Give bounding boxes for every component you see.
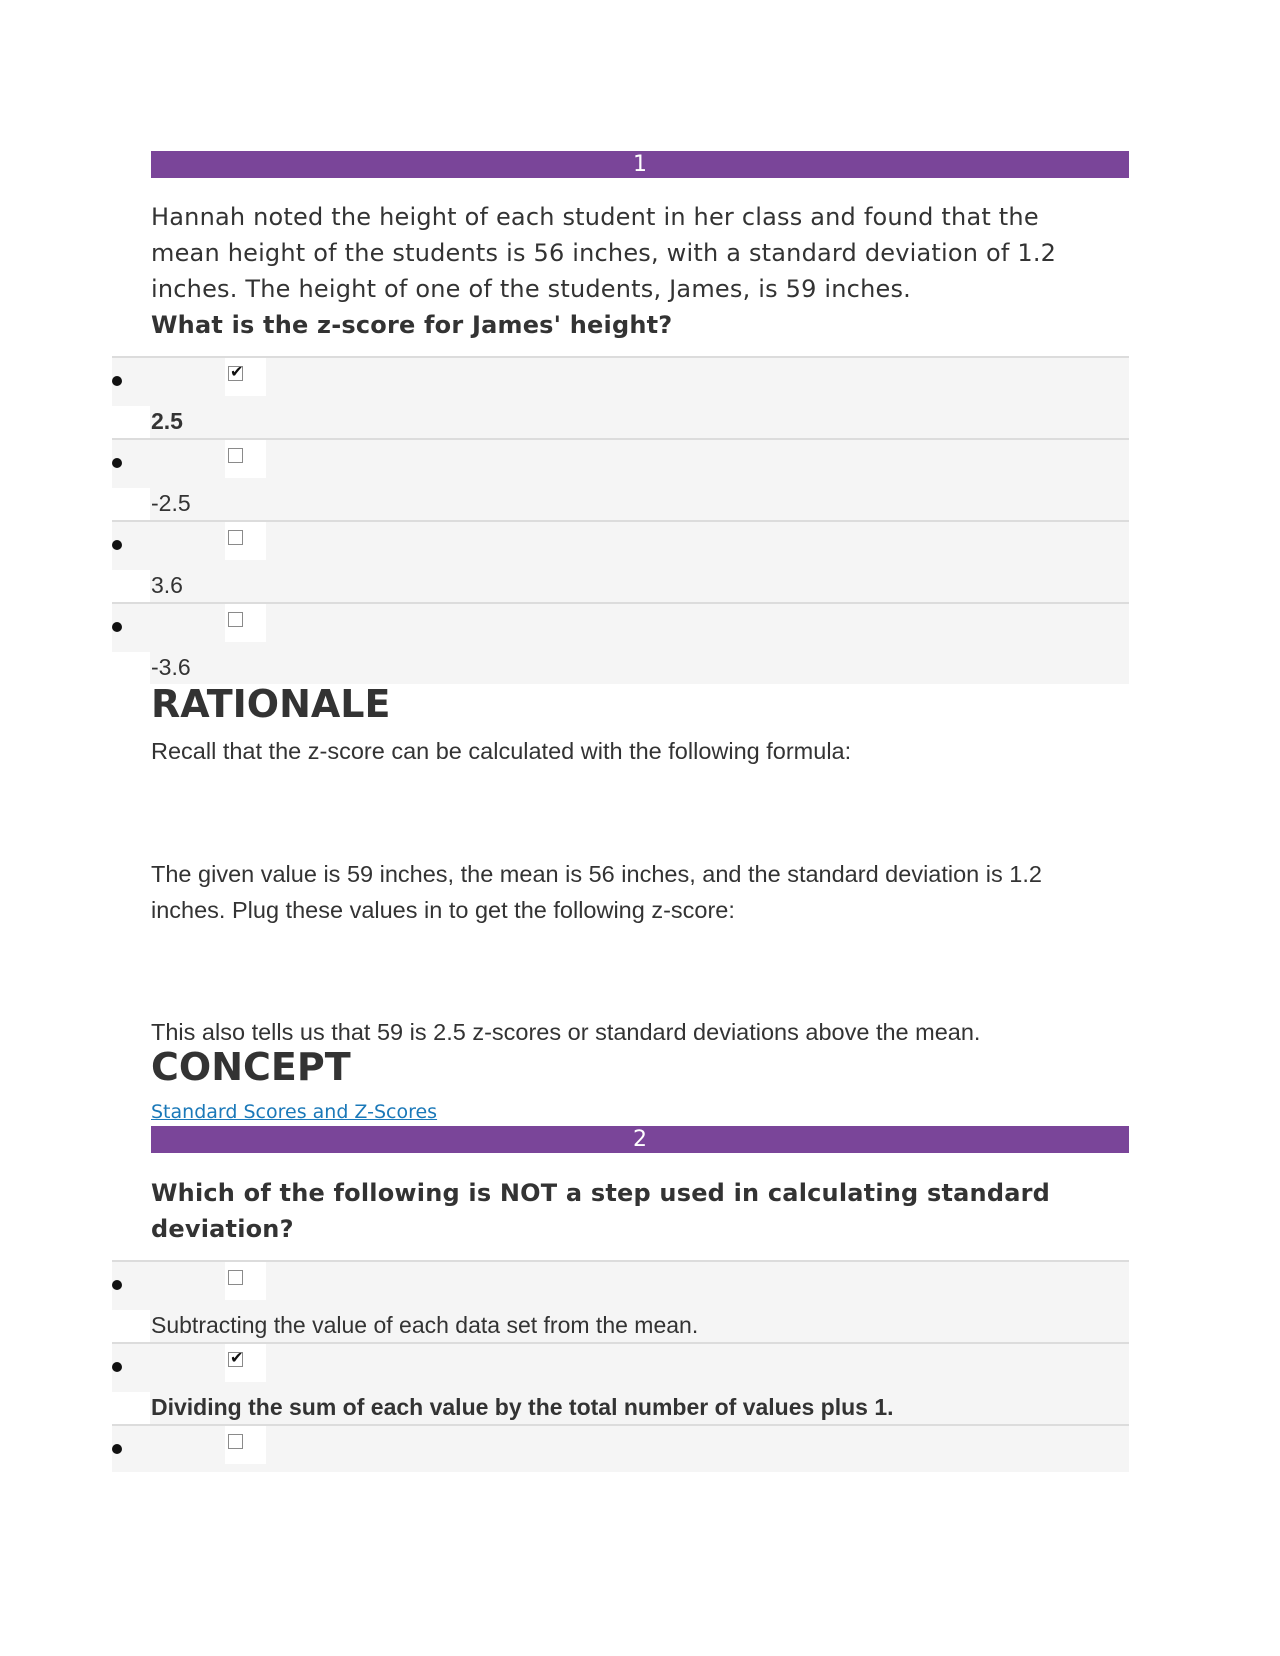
question-number-bar xyxy=(151,151,1129,178)
answer-option[interactable] xyxy=(112,520,1129,602)
bullet-icon xyxy=(112,458,122,468)
bullet-icon xyxy=(112,1362,122,1372)
bullet-icon xyxy=(112,1444,122,1454)
answer-option[interactable] xyxy=(112,1342,1129,1424)
question-text: What is the z-score for James' height? xyxy=(151,311,673,339)
concept-heading: CONCEPT xyxy=(151,1045,351,1089)
answer-label: 3.6 xyxy=(151,572,183,598)
concept-link[interactable]: Standard Scores and Z-Scores xyxy=(151,1101,438,1123)
checkmark-icon: ✔ xyxy=(230,1348,244,1367)
answer-checkbox[interactable] xyxy=(228,530,243,545)
answer-checkbox[interactable] xyxy=(228,1434,243,1449)
rationale-heading: RATIONALE xyxy=(151,682,391,726)
prompt-line: Hannah noted the height of each student in her class and found that the xyxy=(151,203,1039,231)
answer-option[interactable] xyxy=(112,1260,1129,1342)
question-prompt xyxy=(151,1175,1091,1247)
question-text: Which of the following is NOT a step used in calculating standard xyxy=(151,1179,1051,1207)
prompt-line: mean height of the students is 56 inches, with a standard deviation of 1.2 xyxy=(151,239,1057,267)
answer-option[interactable] xyxy=(112,438,1129,520)
answer-checkbox[interactable] xyxy=(228,1270,243,1285)
prompt-line: inches. The height of one of the students, James, is 59 inches. xyxy=(151,275,911,303)
answer-option[interactable] xyxy=(112,602,1129,684)
bullet-icon xyxy=(112,622,122,632)
rationale-line: inches. Plug these values in to get the following z-score: xyxy=(151,897,735,923)
rationale-text: This also tells us that 59 is 2.5 z-scores or standard deviations above the mean. xyxy=(151,1019,981,1045)
answer-checkbox[interactable] xyxy=(228,1348,244,1367)
question-number: 2 xyxy=(633,1127,647,1152)
answer-option[interactable] xyxy=(112,356,1129,438)
bullet-icon xyxy=(112,376,122,386)
answer-checkbox[interactable] xyxy=(228,448,243,463)
answer-label: 2.5 xyxy=(151,408,183,434)
answer-checkbox[interactable] xyxy=(228,612,243,627)
rationale-text: Recall that the z-score can be calculated with the following formula: xyxy=(151,738,852,764)
question-text: deviation? xyxy=(151,1215,294,1243)
checkmark-icon: ✔ xyxy=(230,362,244,381)
rationale-line: The given value is 59 inches, the mean is 56 inches, and the standard deviation is 1.2 xyxy=(151,861,1042,887)
question-prompt xyxy=(151,199,1091,343)
answer-label: Subtracting the value of each data set from the mean. xyxy=(151,1312,699,1338)
bullet-icon xyxy=(112,1280,122,1290)
answer-label: Dividing the sum of each value by the total number of values plus 1. xyxy=(151,1394,894,1420)
answer-label: -3.6 xyxy=(151,654,191,680)
question-number-bar xyxy=(151,1126,1129,1153)
rationale-text xyxy=(151,856,1111,928)
bullet-icon xyxy=(112,540,122,550)
answer-label: -2.5 xyxy=(151,490,191,516)
answer-checkbox[interactable] xyxy=(228,362,244,381)
question-number: 1 xyxy=(633,152,647,177)
answer-option[interactable] xyxy=(112,1424,1129,1472)
